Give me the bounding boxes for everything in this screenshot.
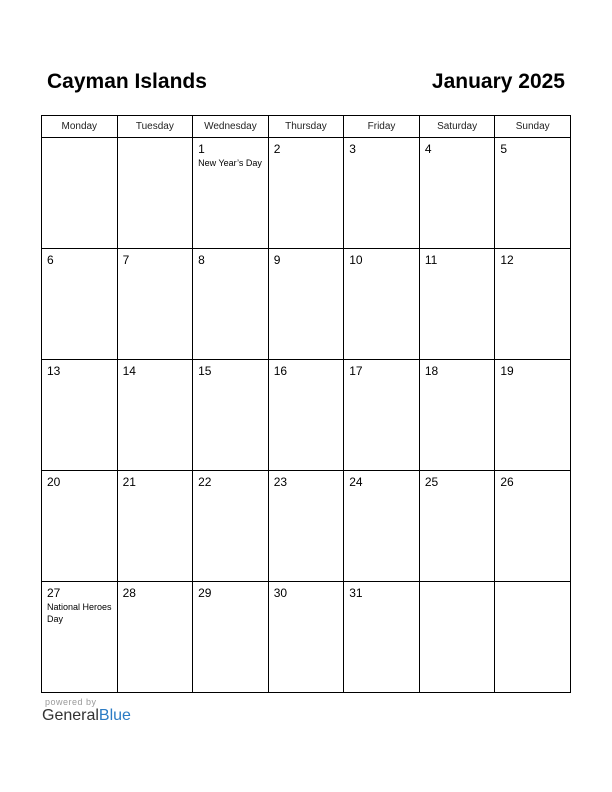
day-number: 18 — [424, 364, 439, 378]
day-number: 19 — [500, 364, 514, 378]
weekday-wednesday: Wednesday — [193, 116, 269, 138]
day-cell — [495, 360, 571, 471]
day-number: 20 — [47, 475, 61, 489]
generalblue-logo[interactable] — [42, 707, 131, 725]
holiday-label: New Year’s Day — [198, 158, 262, 168]
day-number: 17 — [349, 364, 363, 378]
calendar-body — [42, 138, 571, 693]
week-row — [42, 360, 571, 471]
country-title: Cayman Islands — [47, 70, 207, 93]
empty-day-cell — [419, 582, 495, 693]
day-number: 30 — [273, 586, 288, 600]
weekday-friday: Friday — [344, 116, 420, 138]
weekday-saturday: Saturday — [419, 116, 495, 138]
week-row — [42, 582, 571, 693]
day-cell — [193, 360, 269, 471]
day-number: 25 — [424, 475, 439, 489]
day-number: 13 — [47, 364, 61, 378]
day-cell — [268, 138, 344, 249]
day-number: 26 — [500, 475, 514, 489]
day-cell — [268, 360, 344, 471]
weekday-monday: Monday — [42, 116, 118, 138]
day-cell — [344, 582, 420, 693]
day-number: 9 — [273, 253, 281, 267]
day-cell — [117, 471, 193, 582]
day-cell — [419, 138, 495, 249]
day-cell — [117, 249, 193, 360]
day-number: 10 — [349, 253, 363, 267]
day-number: 14 — [122, 364, 136, 378]
day-number: 2 — [273, 142, 281, 156]
day-number: 7 — [122, 253, 130, 267]
empty-day-cell — [42, 138, 118, 249]
day-cell — [42, 582, 118, 693]
day-number: 12 — [500, 253, 514, 267]
day-cell — [344, 360, 420, 471]
day-cell — [344, 471, 420, 582]
weekday-tuesday: Tuesday — [117, 116, 193, 138]
day-cell — [42, 249, 118, 360]
logo-blue-text: Blue — [98, 707, 131, 724]
day-cell — [193, 249, 269, 360]
day-cell — [42, 360, 118, 471]
empty-day-cell — [495, 582, 571, 693]
day-cell — [419, 249, 495, 360]
day-number: 8 — [198, 253, 205, 267]
day-cell — [268, 471, 344, 582]
day-number: 3 — [349, 142, 356, 156]
day-number: 31 — [349, 586, 363, 600]
day-number: 16 — [273, 364, 288, 378]
day-number: 15 — [198, 364, 212, 378]
week-row — [42, 471, 571, 582]
weekday-header-row — [42, 116, 571, 138]
day-cell — [193, 471, 269, 582]
day-cell — [117, 582, 193, 693]
day-number: 28 — [122, 586, 136, 600]
month-year-title: January 2025 — [431, 70, 565, 93]
day-cell — [495, 471, 571, 582]
day-cell — [344, 138, 420, 249]
week-row — [42, 249, 571, 360]
day-cell — [419, 471, 495, 582]
day-cell — [268, 582, 344, 693]
day-number: 11 — [424, 253, 438, 267]
day-cell — [344, 249, 420, 360]
footer-branding — [42, 697, 131, 725]
day-cell — [419, 360, 495, 471]
day-number: 22 — [198, 475, 212, 489]
day-cell — [193, 582, 269, 693]
day-cell — [193, 138, 269, 249]
day-cell — [42, 471, 118, 582]
day-number: 29 — [198, 586, 212, 600]
day-number: 4 — [424, 142, 432, 156]
holiday-label: National Heroes Day — [47, 602, 112, 624]
day-cell — [495, 138, 571, 249]
week-row — [42, 138, 571, 249]
day-number: 24 — [349, 475, 363, 489]
day-cell — [117, 360, 193, 471]
calendar-header — [47, 70, 565, 100]
day-cell — [495, 249, 571, 360]
calendar-grid — [41, 115, 571, 693]
empty-day-cell — [117, 138, 193, 249]
weekday-thursday: Thursday — [268, 116, 344, 138]
day-number: 27 — [47, 586, 61, 600]
day-cell — [268, 249, 344, 360]
day-number: 21 — [122, 475, 136, 489]
weekday-sunday: Sunday — [495, 116, 571, 138]
day-number: 5 — [500, 142, 508, 156]
logo-general-text: General — [42, 707, 99, 724]
day-number: 6 — [47, 253, 54, 267]
day-number: 1 — [198, 142, 205, 156]
powered-by-label: powered by — [45, 697, 97, 707]
day-number: 23 — [273, 475, 288, 489]
